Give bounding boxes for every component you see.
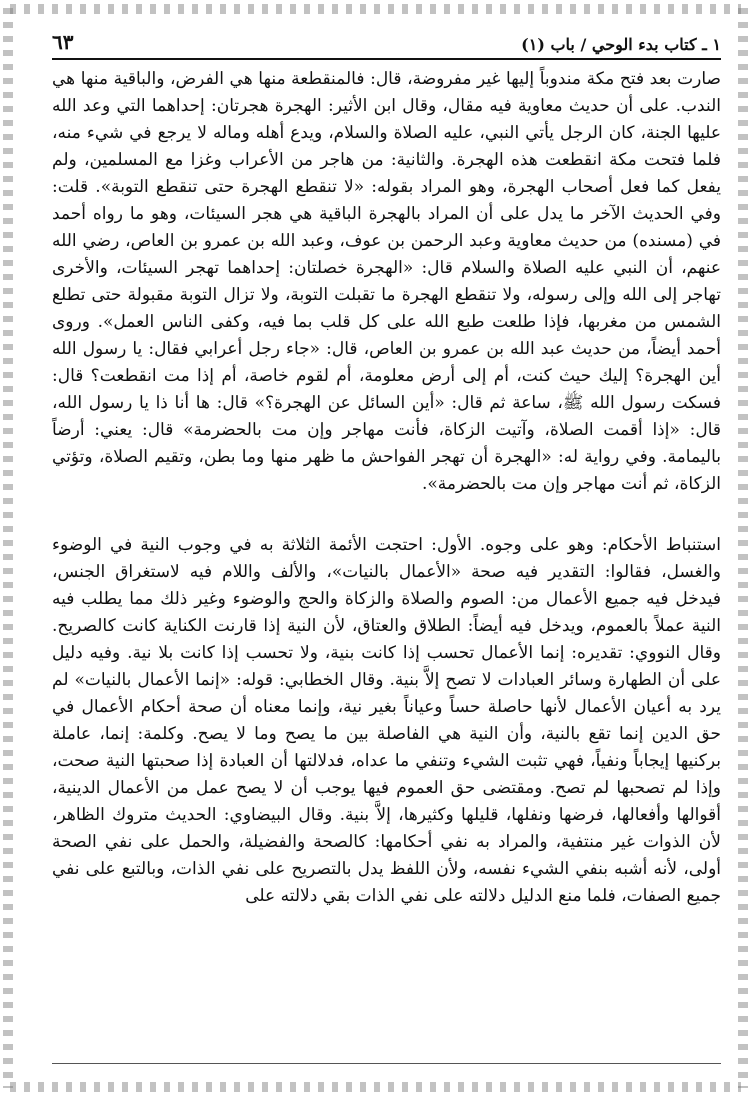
paragraph-spacer: [52, 498, 721, 532]
page-header: [52, 30, 721, 60]
decorative-border-bottom: [10, 1082, 741, 1092]
page-body: [52, 66, 721, 910]
paragraph: صارت بعد فتح مكة مندوباً إليها غير مفروضة، قال: فالمنقطعة منها هي الفرض، والباقية منها هي الندب. على أن حديث معاوية فيه مقال، وقال ابن الأثير: الهجرة هجرتان: إحداهما التي وعد الله عليها الجنة، كان الرجل يأتي النبي، عليه الصلاة والسلام، ويدع أهله وماله لا يرجع في شيء منه، فلما فتحت مكة انقطعت هذه الهجرة. والثانية: من هاجر من الأعراب وغزا مع المسلمين، ولم يفعل كما فعل أصحاب الهجرة، وهو المراد بقوله: «لا تنقطع الهجرة حتى تنقطع التوبة». قلت: وفي الحديث الآخر ما يدل على أن المراد بالهجرة الباقية هي هجر السيئات، وهو ما رواه أحمد في (مسنده) من حديث معاوية وعبد الرحمن بن عوف، وعبد الله بن عمرو بن العاص، رضي الله عنهم، أن النبي عليه الصلاة والسلام قال: «الهجرة خصلتان: إحداهما تهجر السيئات، والأخرى تهاجر إلى الله وإلى رسوله، ولا تنقطع الهجرة ما تقبلت التوبة، ولا تزال التوبة مقبولة حتى تطلع الشمس من مغربها، فإذا طلعت طبع الله على كل قلب بما فيه، وكفى الناس العمل». وروى أحمد أيضاً، من حديث عبد الله بن عمرو بن العاص، قال: «جاء رجل أعرابي فقال: يا رسول الله أين الهجرة؟ إليك حيث كنت، أم إلى أرض معلومة، أم لقوم خاصة، أم إذا مت انقطعت؟ قال: فسكت رسول الله ﷺ، ساعة ثم قال: «أين السائل عن الهجرة؟» قال: ها أنا ذا يا رسول الله، قال: «إذا أقمت الصلاة، وآتيت الزكاة، فأنت مهاجر وإن مت بالحضرمة» قال: يعني: أرضاً باليمامة. وفي رواية له: «الهجرة أن تهجر الفواحش ما ظهر منها وما بطن، وتقيم الصلاة، وتؤتي الزكاة، ثم أنت مهاجر وإن مت بالحضرمة».: [52, 69, 721, 494]
paragraph: استنباط الأحكام: وهو على وجوه. الأول: احتجت الأئمة الثلاثة به في وجوب النية في الوضوء والغسل، فقالوا: التقدير فيه صحة «الأعمال بالنيات»، والألف واللام فيه لاستغراق الجنس، فيدخل فيه جميع الأعمال من: الصوم والصلاة والزكاة والحج والوضوء وغير ذلك مما يطلب فيه النية عملاً بالعموم، ويدخل فيه أيضاً: الطلاق والعتاق، لأن النية إذا قارنت الكناية كانت كالصريح. وقال النووي: تقديره: إنما الأعمال تحسب إذا كانت بنية، ولا تحسب إذا كانت بلا نية. وفيه دليل على أن الطهارة وسائر العبادات لا تصح إلاَّ بنية. وقال الخطابي: قوله: «إنما الأعمال بالنيات» لم يرد به أعيان الأعمال لأنها حاصلة حساً وعياناً بغير نية، وإنما معناه أن صحة أحكام الأعمال في حق الدين إنما تقع بالنية، وأن النية هي الفاصلة بين ما يصح وما لا يصح. وكلمة: إنما، عاملة بركنيها إيجاباً ونفياً، فهي تثبت الشيء وتنفي ما عداه، فدلالتها أن العبادة إذا صحبتها النية صحت، وإذا لم تصحبها لم تصح. ومقتضى حق العموم فيها يوجب أن لا يصح عمل من الأعمال الدينية، أقوالها وأفعالها، فرضها ونفلها، قليلها وكثيرها، إلاَّ بنية. وقال البيضاوي: الحديث متروك الظاهر، لأن الذوات غير منتفية، والمراد به نفي أحكامها: كالصحة والفضيلة، والحمل على نفي الصحة أولى، لأنه أشبه بنفي الشيء نفسه، ولأن اللفظ يدل بالتصريح على نفي الذات، وبالتبع على نفي جميع الصفات، فلما منع الدليل دلالته على نفي الذات بقي دلالته على: [52, 535, 721, 906]
bottom-rule: [52, 1063, 721, 1064]
page-number: ٦٣: [52, 30, 74, 54]
decorative-border-left: [3, 8, 13, 1088]
decorative-border-right: [738, 8, 748, 1088]
running-head: ١ ـ كتاب بدء الوحي / باب (١): [521, 35, 721, 54]
decorative-border-top: [10, 4, 741, 14]
